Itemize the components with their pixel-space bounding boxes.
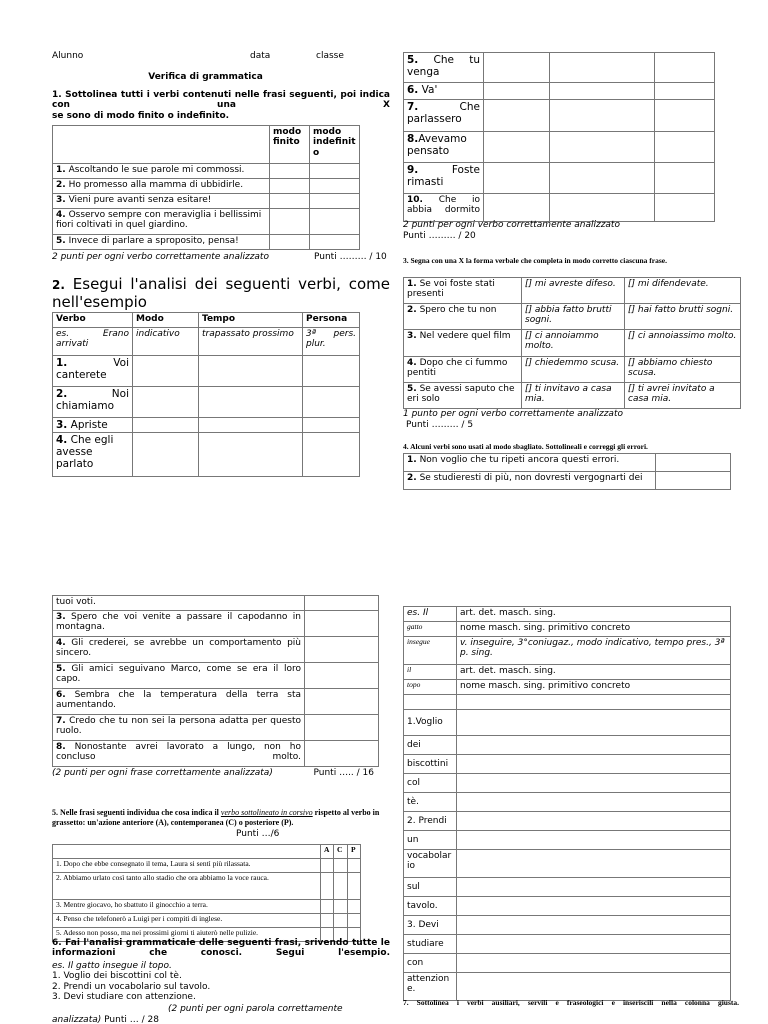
ex5-score: Punti …/6	[236, 829, 280, 839]
ex1-score: Punti ……… / 10	[314, 252, 387, 262]
ex2-row: 2. Noi chiamiamo	[53, 387, 133, 418]
col-a: A	[321, 845, 334, 859]
ex2-row: 6. Va'	[404, 83, 484, 100]
ex3-row: 1. Se voi foste stati presenti	[404, 278, 522, 304]
ex2-footer: 2 punti per ogni verbo correttamente analizzato	[403, 220, 620, 230]
ex3-option-a[interactable]: [] ci annoiammo molto.	[522, 330, 625, 357]
example-tempo: trapassato prossimo	[199, 328, 303, 356]
ex2-row: 8.Avevamo pensato	[404, 132, 484, 163]
page-title: Verifica di grammatica	[148, 72, 263, 82]
ex2-row: 1. Voi canterete	[53, 356, 133, 387]
ex6-word: attenzion e.	[404, 973, 457, 1001]
ex6-line: 3. Devi studiare con attenzione.	[52, 992, 196, 1003]
ex2-row: 5. Che tu venga	[404, 53, 484, 83]
ex3-table	[403, 277, 741, 409]
ex5-row: 5. Adesso non posso, ma nei prossimi giorni ti aiuterò nelle pulizie.	[53, 928, 321, 942]
ex1-footer: 2 punti per ogni verbo correttamente analizzato	[52, 252, 269, 262]
ex6-word: vocabolar io	[404, 850, 457, 878]
ex2-instruction: Esegui l'analisi dei seguenti verbi, come nell'esempio	[52, 275, 390, 311]
ex6-title: 6. Fai l'analisi grammaticale delle seguenti frasi, srivendo tutte le informazioni che conosci. Segui l'esempio.	[52, 938, 390, 959]
ex6-word: il	[404, 665, 457, 680]
ex1-row: 3. Vieni pure avanti senza esitare!	[53, 194, 270, 209]
ex5-row: 1. Dopo che ebbe consegnato il tema, Laura si sentì più rilassata.	[53, 859, 321, 873]
col-modo-finito: modo finito	[270, 126, 310, 164]
ex5-row: 4. Penso che telefonerò a Luigi per i compiti di inglese.	[53, 914, 321, 928]
ex4-row: 8. Nonostante avrei lavorato a lungo, non ho concluso molto.	[53, 741, 305, 767]
ex3-row: 5. Se avessi saputo che eri solo	[404, 383, 522, 409]
ex6-word: dei	[404, 736, 457, 755]
ex2-row: 4. Che egli avesse parlato	[53, 433, 133, 477]
ex2-row: 10. Che io abbia dormito	[404, 194, 484, 222]
ex3-row: 3. Nel vedere quel film	[404, 330, 522, 357]
ex1-number: 1.	[52, 90, 62, 100]
ex1-row: 4. Osservo sempre con meraviglia i bellissimi fiori coltivati in quel giardino.	[53, 209, 270, 235]
ex6-word: 3. Devi	[404, 916, 457, 935]
ex7-title: 7. Sottolinea i verbi ausiliari, servili e fraseologici e inseriscili nella colonna giusta.	[403, 998, 739, 1007]
ex2-title	[52, 275, 390, 311]
ex4-score: Punti ….. / 16	[313, 768, 374, 778]
ex3-option-b[interactable]: [] mi difendevate.	[625, 278, 741, 304]
ex2-table	[52, 312, 360, 477]
ex4-row: 2. Se studieresti di più, non dovresti vergognarti dei	[404, 472, 656, 490]
ex3-option-a[interactable]: [] chiedemmo scusa.	[522, 357, 625, 383]
ex4-table	[403, 453, 731, 490]
ex6-word: sul	[404, 878, 457, 897]
ex2-table-cont	[403, 52, 715, 222]
classe-label: classe	[316, 51, 344, 61]
ex6-analysis: art. det. masch. sing.	[457, 607, 731, 622]
data-label: data	[250, 51, 271, 61]
ex1-instruction: Sottolinea tutti i verbi contenuti nelle frasi seguenti, poi indica con una X	[52, 90, 391, 111]
ex6-analysis: v. inseguire, 3°coniugaz., modo indicativo, tempo pres., 3ª p. sing.	[457, 637, 731, 665]
ex2-row: 3. Apriste	[53, 418, 133, 433]
col-p: P	[348, 845, 361, 859]
ex2-number: 2.	[52, 278, 65, 292]
ex6-analysis: nome masch. sing. primitivo concreto	[457, 680, 731, 695]
ex6-analysis: art. det. masch. sing.	[457, 665, 731, 680]
ex6-word: biscottini	[404, 755, 457, 774]
ex3-option-b[interactable]: [] hai fatto brutti sogni.	[625, 304, 741, 330]
ex2-score: Punti ……… / 20	[403, 231, 476, 241]
ex1-instruction-2: se sono di modo finito o indefinito.	[52, 110, 230, 121]
ex6-footer: (2 punti per ogni parola correttamente	[168, 1004, 343, 1014]
ex6-word: studiare	[404, 935, 457, 954]
col-tempo: Tempo	[199, 313, 303, 328]
ex5-row: 2. Abbiamo urlato così tanto allo stadio che ora abbiamo la voce rauca.	[53, 873, 321, 900]
ex2-row: 7. Che parlassero	[404, 100, 484, 132]
ex6-footer-2: analizzata) Punti … / 28	[52, 1015, 159, 1024]
ex4-row: 1. Non voglio che tu ripeti ancora questi errori.	[404, 454, 656, 472]
ex3-option-b[interactable]: [] abbiamo chiesto scusa.	[625, 357, 741, 383]
ex6-example: es. Il gatto insegue il topo.	[52, 961, 172, 971]
col-verbo: Verbo	[53, 313, 133, 328]
ex3-footer: 1 punto per ogni verbo correttamente analizzato	[403, 409, 623, 419]
ex6-word: con	[404, 954, 457, 973]
ex4-row: 5. Gli amici seguivano Marco, come se era il loro capo.	[53, 663, 305, 689]
ex4-table-cont	[52, 595, 379, 767]
ex4-row: 7. Credo che tu non sei la persona adatta per questo ruolo.	[53, 715, 305, 741]
alunno-label: Alunno	[52, 51, 84, 61]
col-c: C	[334, 845, 348, 859]
ex1-title	[52, 90, 390, 121]
ex6-word: gatto	[404, 622, 457, 637]
ex6-line: 1. Voglio dei biscottini col tè.	[52, 971, 182, 982]
ex5-row: 3. Mentre giocavo, ho sbattuto il ginocchio a terra.	[53, 900, 321, 914]
ex6-score: Punti … / 28	[104, 1015, 159, 1024]
col-modo-indefinito: modo indefinit o	[310, 126, 360, 164]
ex3-option-b[interactable]: [] ci annoiassimo molto.	[625, 330, 741, 357]
ex6-word: es. Il	[404, 607, 457, 622]
ex6-word: tè.	[404, 793, 457, 812]
ex4-row: 6. Sembra che la temperatura della terra sta aumentando.	[53, 689, 305, 715]
ex4-footer: (2 punti per ogni frase correttamente analizzata)	[52, 768, 273, 778]
ex6-word: insegue	[404, 637, 457, 665]
ex3-option-b[interactable]: [] ti avrei invitato a casa mia.	[625, 383, 741, 409]
example-verbo: es. Erano arrivati	[53, 328, 133, 356]
ex1-table	[52, 125, 360, 250]
ex3-row: 4. Dopo che ci fummo pentiti	[404, 357, 522, 383]
ex6-analysis: nome masch. sing. primitivo concreto	[457, 622, 731, 637]
ex6-word: topo	[404, 680, 457, 695]
ex6-line: 2. Prendi un vocabolario sul tavolo.	[52, 981, 211, 992]
col-modo: Modo	[133, 313, 199, 328]
ex3-option-a[interactable]: [] mi avreste difeso.	[522, 278, 625, 304]
ex6-table	[403, 606, 731, 1001]
ex6-word: col	[404, 774, 457, 793]
ex3-title: 3. Segna con una X la forma verbale che completa in modo corretto ciascuna frase.	[403, 256, 667, 265]
ex1-row: 1. Ascoltando le sue parole mi commossi.	[53, 164, 270, 179]
ex6-word: 1.Voglio	[404, 710, 457, 736]
ex4-title: 4. Alcuni verbi sono usati al modo sbagliato. Sottolineali e correggi gli errori.	[403, 442, 648, 451]
ex3-row: 2. Spero che tu non	[404, 304, 522, 330]
ex4-row: tuoi voti.	[53, 596, 305, 611]
ex5-table	[52, 844, 361, 942]
ex4-row: 3. Spero che voi venite a passare il capodanno in montagna.	[53, 611, 305, 637]
ex4-row: 4. Gli crederei, se avrebbe un comportamento più sincero.	[53, 637, 305, 663]
example-modo: indicativo	[133, 328, 199, 356]
example-persona: 3ª pers. plur.	[303, 328, 360, 356]
ex5-title: 5. Nelle frasi seguenti individua che cosa indica il verbo sottolineato in corsivo rispetto al verbo in grassetto: un'azione anteriore (A), contemporanea (C) o posteriore (P).	[52, 808, 380, 827]
ex1-row: 5. Invece di parlare a sproposito, pensa!	[53, 235, 270, 250]
ex2-row: 9. Foste rimasti	[404, 163, 484, 194]
ex1-row: 2. Ho promesso alla mamma di ubbidirle.	[53, 179, 270, 194]
ex3-option-a[interactable]: [] abbia fatto brutti sogni.	[522, 304, 625, 330]
ex6-word: un	[404, 831, 457, 850]
ex6-word: 2. Prendi	[404, 812, 457, 831]
ex6-word: tavolo.	[404, 897, 457, 916]
col-persona: Persona	[303, 313, 360, 328]
ex3-score: Punti ……… / 5	[406, 420, 474, 430]
ex6-body	[52, 961, 382, 1002]
ex3-option-a[interactable]: [] ti invitavo a casa mia.	[522, 383, 625, 409]
